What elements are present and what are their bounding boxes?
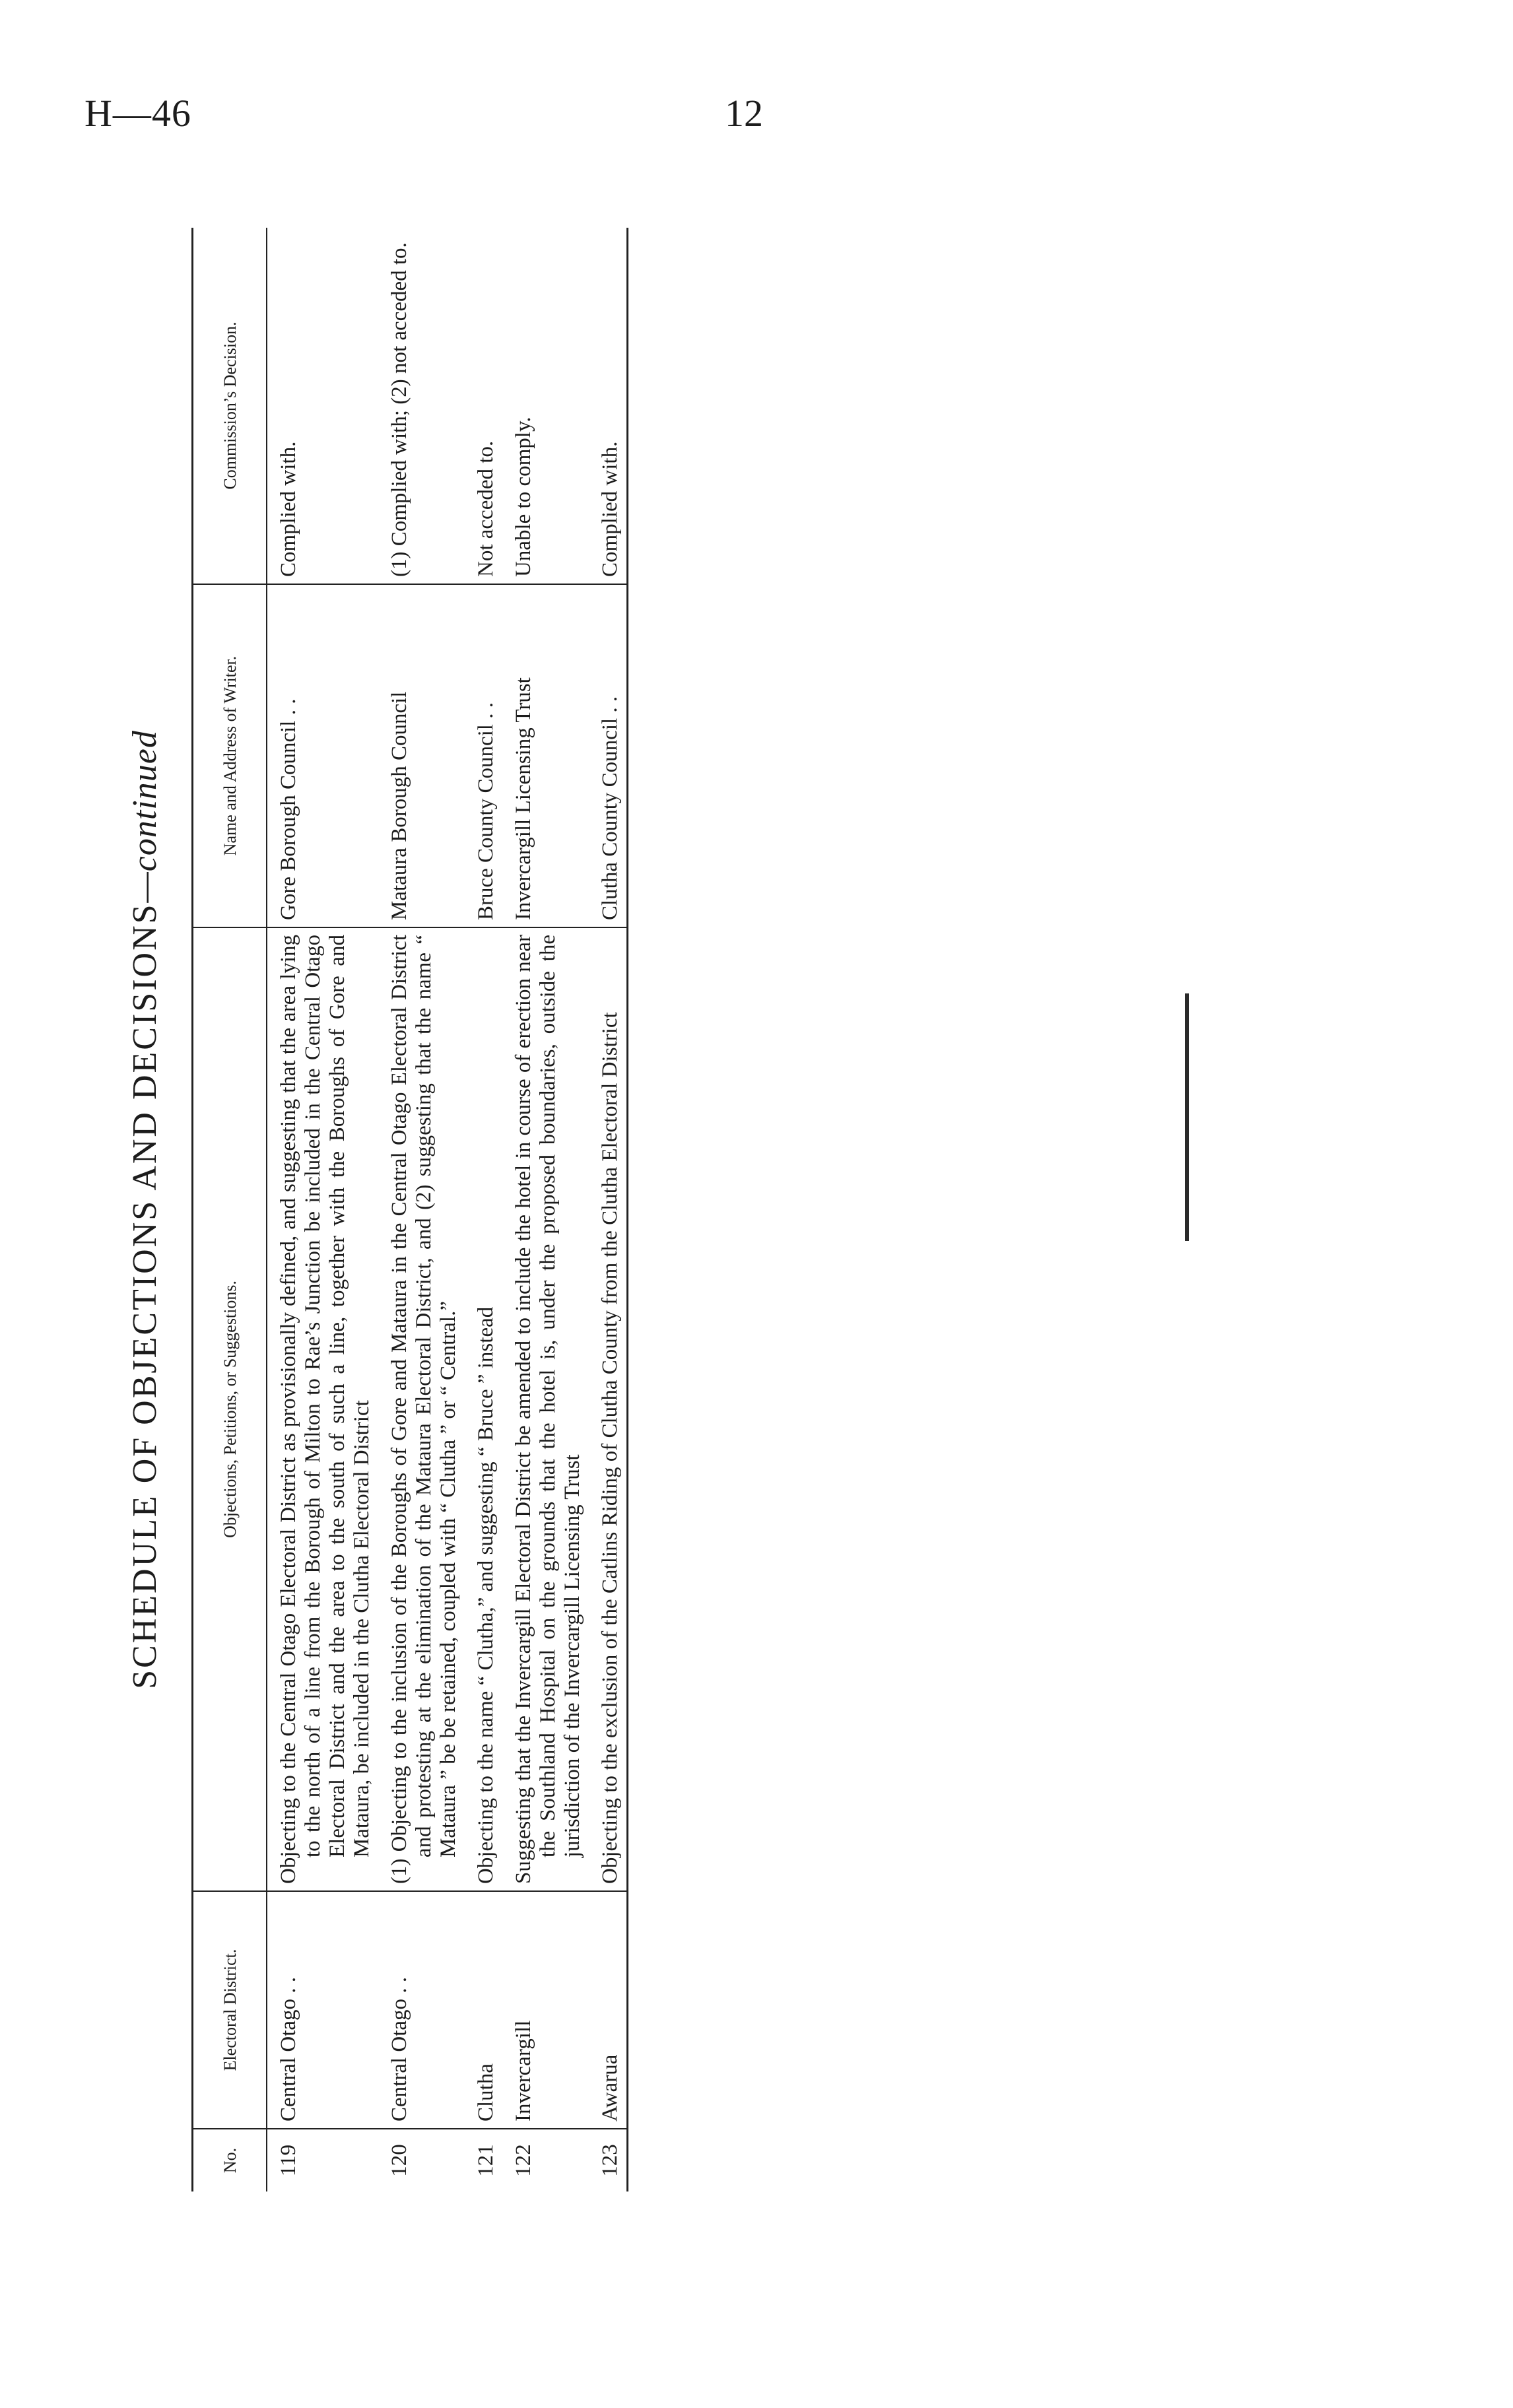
objection-text: Objecting to the exclusion of the Catlins Riding of Clutha County from the Clutha Electoral District [598,1012,622,1884]
cell-district: Clutha [465,1891,502,2129]
schedule-title [125,228,185,2191]
cell-district: Invercargill [502,1891,589,2129]
rotated-schedule [125,228,878,2191]
column-header-writer: Name and Address of Writer. [193,584,267,927]
table-row [267,228,378,2191]
cell-objection [589,927,628,1891]
cell-no: 122 [512,2144,535,2177]
column-header-no: No. [193,2129,267,2191]
end-rule-divider [1185,993,1189,1241]
cell-objection [465,927,502,1891]
cell-writer: Invercargill Licensing Trust [502,584,589,927]
objection-text: Objecting to the Central Otago Electoral District as provisionally defined, and suggesting that the area lying to the north of a line from the Borough of Milton to Rae’s Junction be included in the Central Otago Electoral District and the area to the south of such a line, together with the Boroughs of Gore and Mataura, be included in the Clutha Electoral District [277,935,374,1884]
column-header-objections: Objections, Petitions, or Suggestions. [193,927,267,1891]
cell-writer: Gore Borough Council . . [267,584,378,927]
cell-objection [378,927,465,1891]
page-reference: H—46 [84,92,191,135]
objection-text: Suggesting that the Invercargill Electoral District be amended to include the hotel in course of erection near the Southland Hospital on the grounds that the hotel is, under the proposed boundaries, outside the jurisdiction of the Invercargill Licensing Trust [512,935,584,1884]
objection-text: Objecting to the name “ Clutha,” and suggesting “ Bruce ” instead [474,1306,498,1884]
cell-writer: Mataura Borough Council [378,584,465,927]
table-row [502,228,589,2191]
cell-district: Awarua [589,1891,628,2129]
cell-decision: Unable to comply. [502,228,589,584]
table-row [378,228,465,2191]
schedule-table [191,228,628,2191]
cell-writer: Clutha County Council . . [589,584,628,927]
cell-decision: Not acceded to. [465,228,502,584]
column-header-district: Electoral District. [193,1891,267,2129]
table-row [589,228,628,2191]
objection-text: (1) Objecting to the inclusion of the Boroughs of Gore and Mataura in the Central Otago Electoral District and protesting at the elimination of the Mataura Electoral District, and (2) suggesting that the name “ Mataura ” be be retained, coupled with “ Clutha ” or “ Central.” [387,935,460,1884]
cell-no: 119 [277,2144,300,2177]
table-header-row [193,228,267,2191]
cell-objection [502,927,589,1891]
cell-district: Central Otago . . [378,1891,465,2129]
cell-decision: Complied with. [267,228,378,584]
cell-writer: Bruce County Council . . [465,584,502,927]
column-header-decision: Commission’s Decision. [193,228,267,584]
schedule-title-main: SCHEDULE OF OBJECTIONS AND DECISIONS [126,902,164,1689]
cell-no: 123 [589,2129,628,2191]
cell-objection [267,927,378,1891]
cell-district: Central Otago . . [267,1891,378,2129]
cell-no: 121 [474,2144,498,2177]
table-row [465,228,502,2191]
cell-no: 120 [387,2144,411,2177]
cell-decision: Complied with. [589,228,628,584]
cell-decision: (1) Complied with; (2) not acceded to. [378,228,465,584]
page-number: 12 [725,92,763,135]
schedule-title-continued: —continued [126,730,164,903]
